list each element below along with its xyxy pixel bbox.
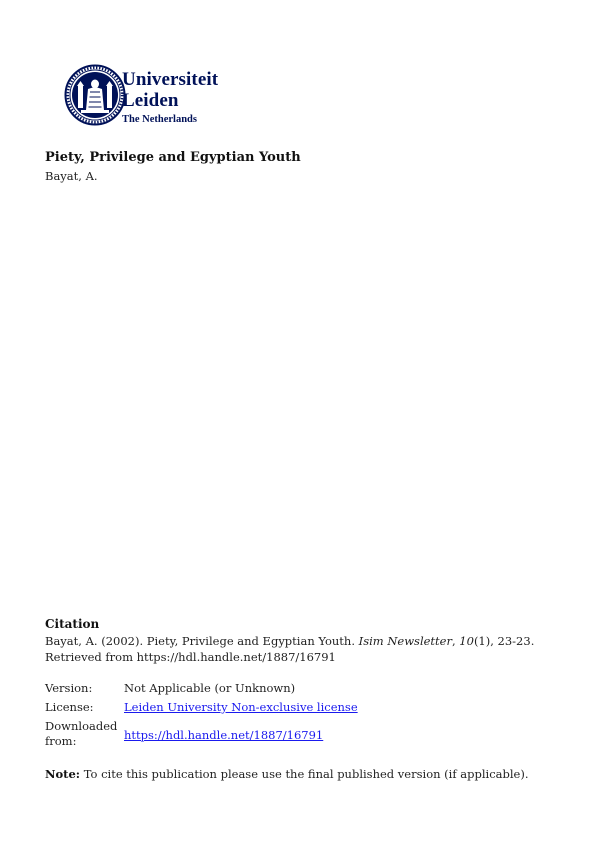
citation-retrieved: Retrieved from https://hdl.handle.net/1887/16791 xyxy=(45,650,336,664)
note xyxy=(45,767,528,781)
citation-separator: , xyxy=(451,634,460,648)
version-label: Version: xyxy=(45,681,93,695)
university-seal-icon xyxy=(64,64,126,126)
version-value: Not Applicable (or Unknown) xyxy=(124,681,296,695)
downloaded-link[interactable]: https://hdl.handle.net/1887/16791 xyxy=(124,728,324,742)
citation-reference: Bayat, A. (2002). Piety, Privilege and Egyptian Youth. xyxy=(45,634,359,648)
citation-heading: Citation xyxy=(45,617,100,631)
citation-volume: 10 xyxy=(459,634,474,648)
logo-line-universiteit: Universiteit xyxy=(122,69,219,90)
downloaded-value-container xyxy=(124,728,544,743)
citation-journal: Isim Newsletter xyxy=(358,634,452,648)
citation-text xyxy=(45,633,565,665)
downloaded-label-line1: Downloaded xyxy=(45,719,118,733)
downloaded-label-line2: from: xyxy=(45,734,77,748)
logo-line-leiden: Leiden xyxy=(122,90,179,111)
university-logo xyxy=(64,64,234,128)
license-label: License: xyxy=(45,700,94,714)
document-author: Bayat, A. xyxy=(45,169,98,183)
logo-wordmark xyxy=(122,70,218,126)
license-value-container xyxy=(124,700,544,715)
note-text: To cite this publication please use the final published version (if applicable). xyxy=(80,767,529,781)
note-label: Note: xyxy=(45,767,81,781)
citation-issue-pages: (1), 23-23. xyxy=(473,634,535,648)
document-title: Piety, Privilege and Egyptian Youth xyxy=(45,150,301,165)
logo-line-netherlands: The Netherlands xyxy=(122,114,197,125)
license-link[interactable]: Leiden University Non-exclusive license xyxy=(124,700,358,714)
downloaded-label xyxy=(45,719,120,749)
